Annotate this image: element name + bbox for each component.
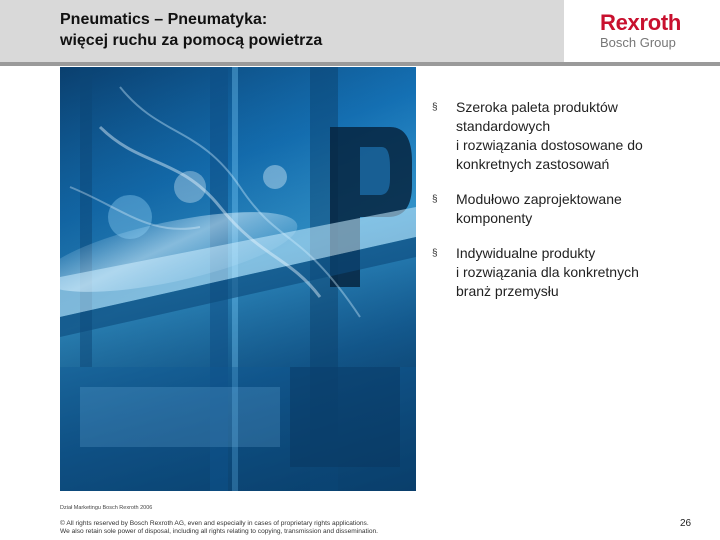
list-item — [432, 244, 702, 301]
bullet-text — [456, 190, 702, 228]
bullet-icon: § — [432, 194, 438, 205]
bullet-line: Szeroka paleta produktów — [456, 99, 618, 115]
slide-title — [60, 9, 540, 51]
list-item — [432, 98, 702, 174]
brand-logo — [564, 0, 720, 62]
copyright-notice — [60, 520, 620, 536]
bullet-text — [456, 244, 702, 301]
page-number: 26 — [680, 518, 692, 529]
pneumatics-photo — [60, 67, 416, 491]
bullet-line: Modułowo zaprojektowane — [456, 191, 622, 207]
bullet-line: Indywidualne produkty — [456, 245, 596, 261]
logo-wordmark: Rexroth — [600, 10, 682, 35]
header-divider — [0, 62, 720, 66]
bullet-line: standardowych — [456, 118, 551, 134]
slide-title-line-2: więcej ruchu za pomocą powietrza — [60, 32, 323, 49]
bullet-icon: § — [432, 248, 438, 259]
bullet-icon: § — [432, 102, 438, 113]
copyright-line-1: © All rights reserved by Bosch Rexroth AG, even and especially in cases of proprietary rights applications. — [60, 520, 369, 527]
photo-illustration — [60, 67, 416, 491]
bullet-list — [432, 98, 702, 317]
bullet-line: komponenty — [456, 210, 533, 226]
logo-subline: Bosch Group — [600, 35, 676, 50]
bullet-line: branż przemysłu — [456, 283, 559, 299]
header-band — [0, 0, 720, 62]
bullet-line: konkretnych zastosowań — [456, 156, 610, 172]
list-item — [432, 190, 702, 228]
bullet-line: i rozwiązania dla konkretnych — [456, 264, 639, 280]
copyright-line-2: We also retain sole power of disposal, including all rights relating to copying, transmission and dissemination. — [60, 528, 379, 535]
bullet-text — [456, 98, 702, 174]
marketing-note: Dział Marketingu Bosch Rexroth 2006 — [60, 505, 153, 511]
slide-title-line-1: Pneumatics – Pneumatyka: — [60, 11, 268, 28]
bullet-line: i rozwiązania dostosowane do — [456, 137, 643, 153]
